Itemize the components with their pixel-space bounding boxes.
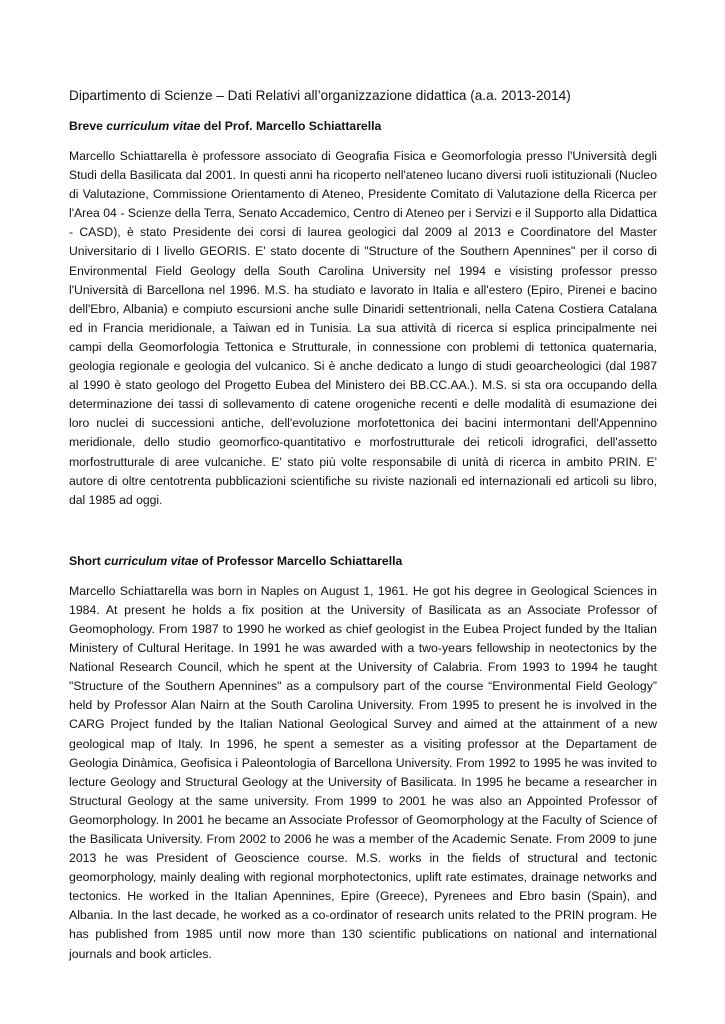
italian-cv-heading-prefix: Breve (69, 119, 107, 133)
english-cv-heading-prefix: Short (69, 553, 105, 568)
italian-cv-heading (69, 118, 657, 134)
english-cv-heading (69, 553, 657, 569)
document-page (69, 86, 657, 964)
english-cv-heading-italic: curriculum vitae (104, 553, 199, 568)
italian-cv-section (69, 118, 657, 510)
italian-cv-heading-suffix: del Prof. Marcello Schiattarella (200, 119, 382, 133)
english-cv-section (69, 553, 657, 964)
italian-cv-heading-italic: curriculum vitae (106, 119, 201, 133)
document-title: Dipartimento di Scienze – Dati Relativi all’organizzazione didattica (a.a. 2013-2014) (69, 88, 571, 103)
italian-cv-body: Marcello Schiattarella è professore associato di Geografia Fisica e Geomorfologia presso l'Università degli Studi della Basilicata dal 2001. In questi anni ha ricoperto nell'ateneo lucano diversi ruoli istituzionali (Nucleo di Valutazione, Commissione Orientamento di Ateneo, Presidente Comitato di Valutazione della Ricerca per l'Area 04 - Scienze della Terra, Senato Accademico, Centro di Ateneo per i Servizi e il Supporto alla Didattica - CASD), è stato Presidente dei corsi di laurea geologici dal 2009 al 2013 e Coordinatore del Master Universitario di I livello GEORIS. E' stato docente di "Structure of the Southern Apennines" per il corso di Environmental Field Geology della South Carolina University nel 1994 e visisting professor presso l'Università di Barcellona nel 1996. M.S. ha studiato e lavorato in Italia e all'estero (Epiro, Pirenei e bacino dell'Ebro, Albania) e compiuto escursioni anche sulle Dinaridi settentrionali, nella Catena Costiera Catalana ed in Francia meridionale, a Taiwan ed in Tunisia. La sua attività di ricerca si esplica principalmente nei campi della Geomorfologia Tettonica e Strutturale, in connessione con problemi di tettonica quaternaria, geologia regionale e geologia del vulcanico. Si è anche dedicato a lungo di studi geoarcheologici (dal 1987 al 1990 è stato geologo del Progetto Eubea del Ministero dei BB.CC.AA.). M.S. si sta ora occupando della determinazione dei tassi di sollevamento di catene orogeniche recenti e delle modalità di esumazione dei loro nuclei di successioni antiche, dell'evoluzione morfotettonica dei bacini intermontani dell'Appennino meridionale, dello studio geomorfico-quantitativo e morfostrutturale dei reticoli idrografici, dell'assetto morfostrutturale di aree vulcaniche. E' stato più volte responsabile di unità di ricerca in ambito PRIN. E' autore di oltre centotrenta pubblicazioni scientifiche su riviste nazionali ed internazionali ed articoli su libro, dal 1985 ad oggi. (69, 149, 657, 507)
english-cv-heading-suffix: of Professor Marcello Schiattarella (198, 553, 403, 568)
english-cv-body: Marcello Schiattarella was born in Naples on August 1, 1961. He got his degree in Geological Sciences in 1984. At present he holds a fix position at the University of Basilicata as an Associate Professor of Geomophology. From 1987 to 1990 he worked as chief geologist in the Eubea Project funded by the Italian Ministery of Cultural Heritage. In 1991 he was awarded with a two-years fellowship in neotectonics by the National Research Council, which he spent at the University of Calabria. From 1993 to 1994 he taught "Structure of the Southern Apennines" as a compulsory part of the course “Environmental Field Geology” held by Professor Alan Nairn at the South Carolina University. From 1995 to present he is involved in the CARG Project funded by the Italian National Geological Survey and aimed at the attainment of a new geological map of Italy. In 1996, he spent a semester as a visiting professor at the Departament de Geologia Dinàmica, Geofisica i Paleontologia of Barcellona University. From 1992 to 1995 he was invited to lecture Geology and Structural Geology at the University of Basilicata. In 1995 he became a researcher in Structural Geology at the same university. From 1999 to 2001 he was also an Appointed Professor of Geomorphology. In 2001 he became an Associate Professor of Geomorphology at the Faculty of Science of the Basilicata University. From 2002 to 2006 he was a member of the Academic Senate. From 2009 to june 2013 he was President of Geoscience course. M.S. works in the fields of structural and tectonic geomorphology, mainly dealing with regional morphotectonics, uplift rate estimates, drainage networks and tectonics. He worked in the Italian Apennines, Epire (Greece), Pyrenees and Ebro basin (Spain), and Albania. In the last decade, he worked as a co-ordinator of research units related to the PRIN program. He has published from 1985 until now more than 130 scientific publications on national and international journals and book articles. (69, 583, 657, 961)
